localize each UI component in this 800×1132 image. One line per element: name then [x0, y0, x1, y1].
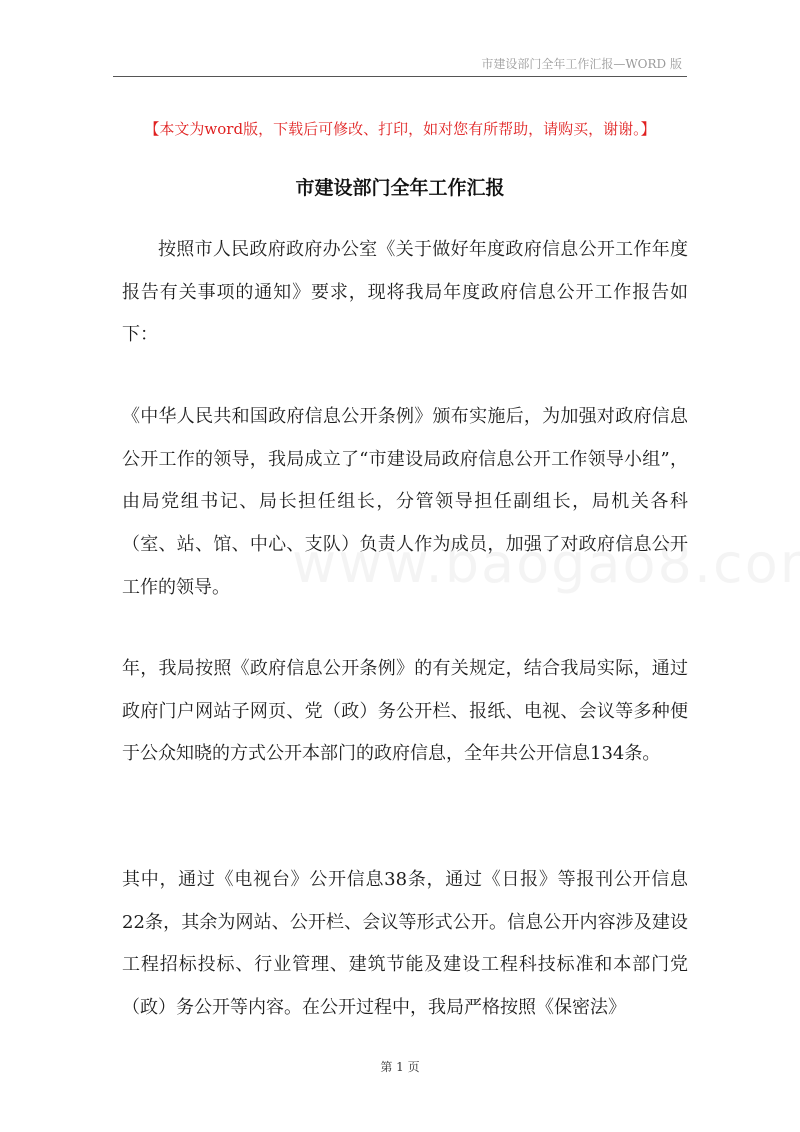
paragraph-disclosure: 年，我局按照《政府信息公开条例》的有关规定，结合我局实际，通过政府门户网站子网页、党（政）务公开栏、报纸、电视、会议等多种便于公众知晓的方式公开本部门的政府信息，全年共公开信息134条。 — [122, 658, 688, 765]
running-header: 市建设部门全年工作汇报—WORD 版 — [481, 57, 682, 71]
paragraph-intro: 按照市人民政府政府办公室《关于做好年度政府信息公开工作年度报告有关事项的通知》要求，现将我局年度政府信息公开工作报告如下： — [122, 239, 688, 346]
paragraph-channels: 其中，通过《电视台》公开信息38条，通过《日报》等报刊公开信息22条，其余为网站、公开栏、会议等形式公开。信息公开内容涉及建设工程招标投标、行业管理、建筑节能及建设工程科技标准和本部门党（政）务公开等内容。在公开过程中，我局严格按照《保密法》 — [122, 869, 688, 1019]
paragraph-leadership: 《中华人民共和国政府信息公开条例》颁布实施后，为加强对政府信息公开工作的领导，我局成立了“市建设局政府信息公开工作领导小组”，由局党组书记、局长担任组长，分管领导担任副组长，局机关各科（室、站、馆、中心、支队）负责人作为成员，加强了对政府信息公开工作的领导。 — [122, 406, 688, 598]
purchase-notice: 【本文为word版，下载后可修改、打印，如对您有所帮助，请购买，谢谢。】 — [144, 120, 656, 138]
header-divider — [113, 76, 687, 77]
document-title: 市建设部门全年工作汇报 — [295, 177, 505, 199]
page-number: 第 1 页 — [380, 1060, 420, 1074]
